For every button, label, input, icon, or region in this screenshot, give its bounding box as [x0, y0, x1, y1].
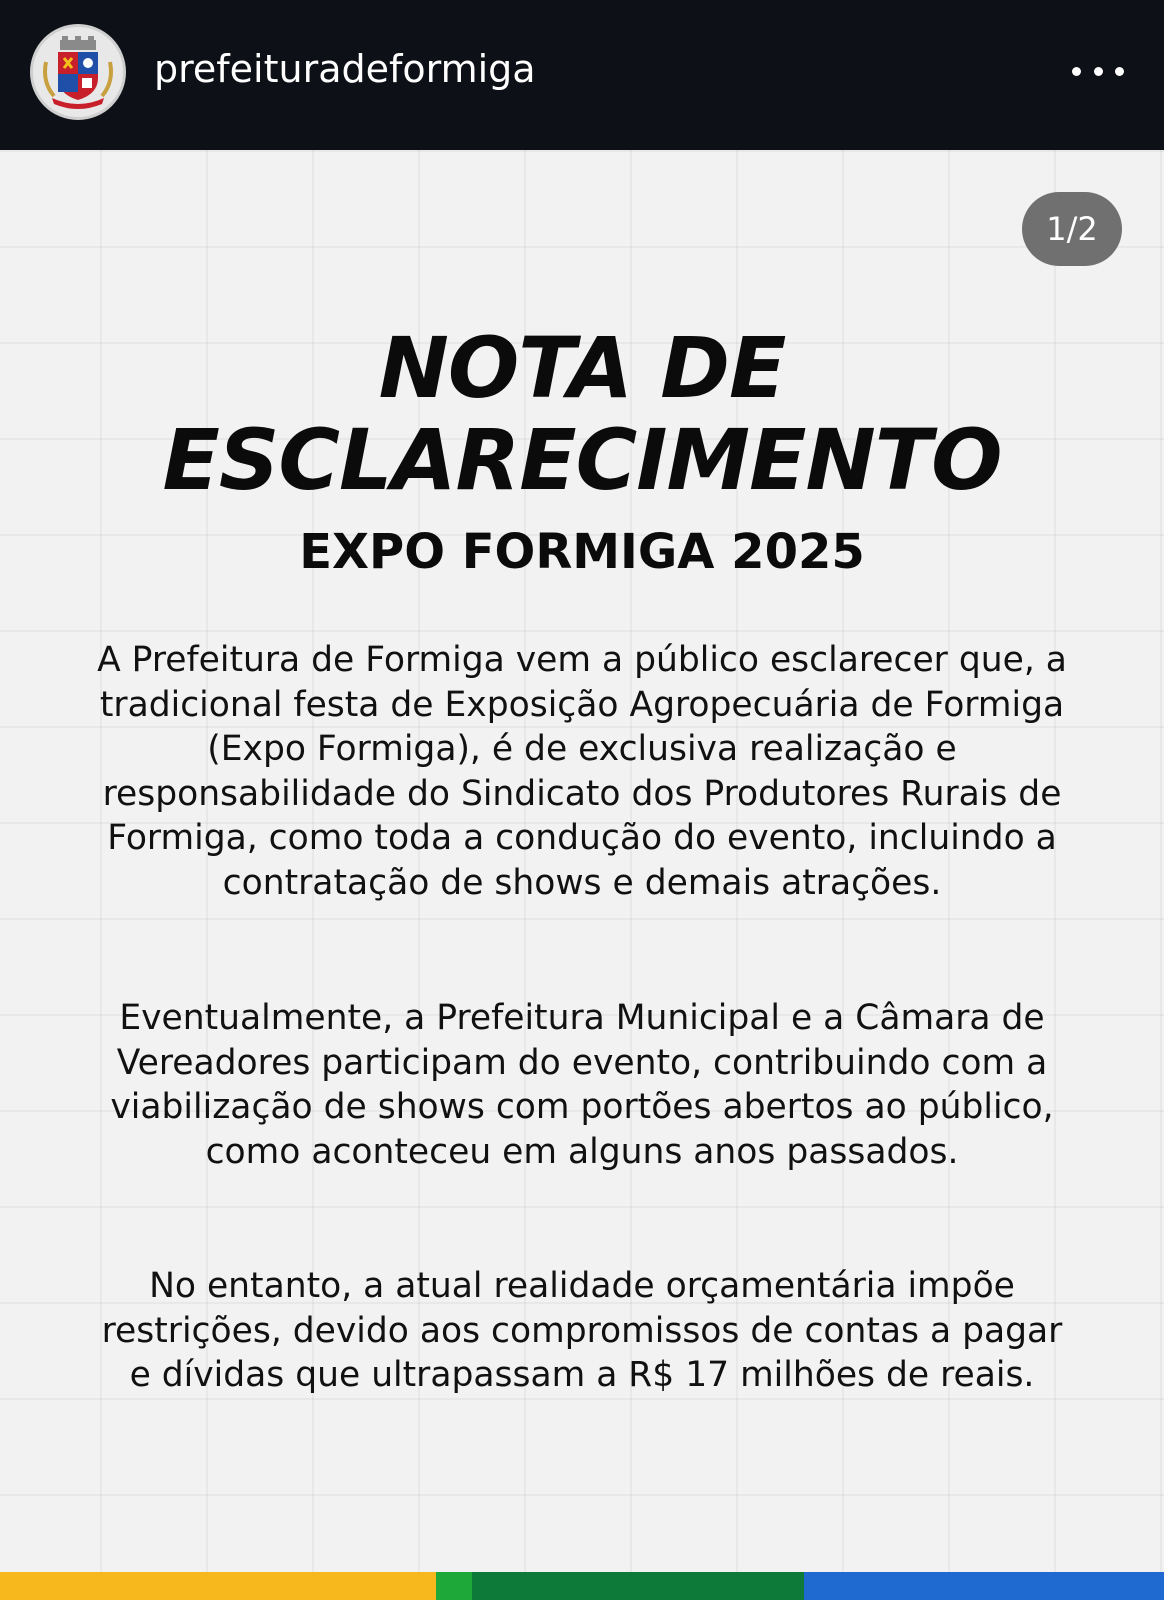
stripe-green-light	[436, 1572, 472, 1600]
paragraph-3: No entanto, a atual realidade orçamentária impõe restrições, devido aos compromissos de contas a pagar e dívidas que ultrapassam a R$ 17 milhões de reais.	[101, 1266, 1063, 1395]
post-title-line-2: ESCLARECIMENTO	[162, 411, 1002, 509]
stripe-yellow	[0, 1572, 436, 1600]
post-image[interactable]	[0, 150, 1164, 1572]
profile-username[interactable]: prefeituradeformiga	[154, 47, 536, 91]
flag-color-stripes	[0, 1572, 1164, 1600]
more-dots-icon	[1115, 67, 1124, 76]
post-subtitle: EXPO FORMIGA 2025	[299, 524, 865, 580]
post-title	[0, 319, 1164, 509]
profile-avatar[interactable]	[30, 24, 126, 120]
more-dots-icon	[1072, 67, 1081, 76]
post-title-line-1: NOTA DE	[378, 319, 786, 417]
carousel-counter: 1/2	[1022, 192, 1122, 266]
paragraph-2: Eventualmente, a Prefeitura Municipal e a Câmara de Vereadores participam do evento, contribuindo com a viabilização de shows com portões abertos ao público, como aconteceu em alguns anos passados.	[110, 998, 1054, 1172]
post-header	[0, 0, 1164, 150]
city-coat-of-arms-icon	[38, 32, 118, 112]
stripe-blue	[804, 1572, 1164, 1600]
more-options-button[interactable]	[1068, 56, 1128, 86]
stripe-green-dark	[472, 1572, 804, 1600]
paragraph-1: A Prefeitura de Formiga vem a público esclarecer que, a tradicional festa de Exposição Agropecuária de Formiga (Expo Formiga), é de exclusiva realização e responsabilidade do Sindicato dos Produtores Rurais de Formiga, como toda a condução do evento, incluindo a contratação de shows e demais atrações.	[97, 640, 1067, 903]
more-dots-icon	[1094, 67, 1103, 76]
